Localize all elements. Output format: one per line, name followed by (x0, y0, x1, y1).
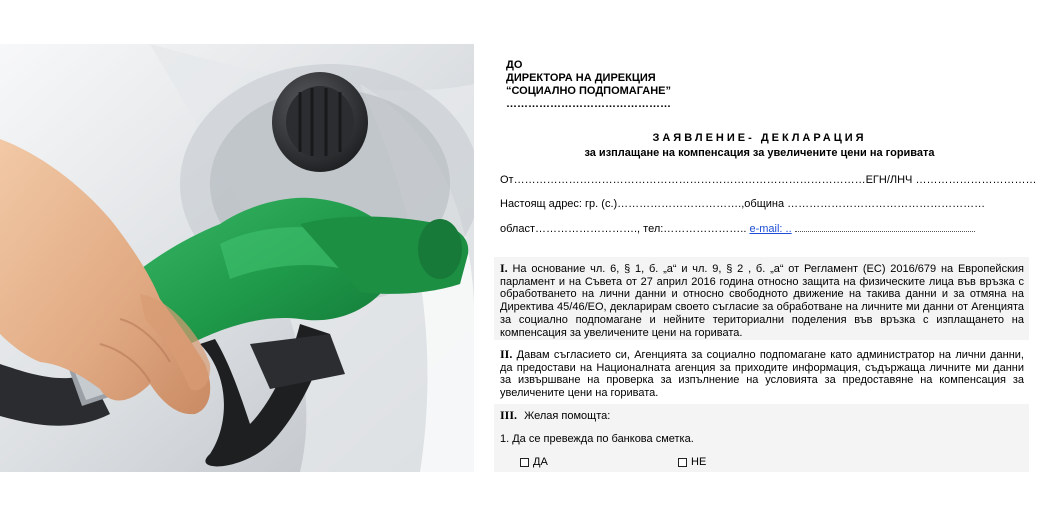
section-3-text: Желая помощта: (524, 410, 611, 422)
section-1 (500, 262, 1024, 339)
section-3 (500, 408, 610, 423)
email-link[interactable]: e-mail: .. (749, 223, 792, 235)
choice-no[interactable] (678, 456, 706, 468)
checkbox-no[interactable] (678, 458, 687, 467)
fuel-nozzle-illustration (0, 44, 474, 472)
choice-yes[interactable] (520, 456, 548, 468)
section-2-text: Давам съгласието си, Агенцията за социално подпомагане като администратор на лични данни, да предостави на Националната агенция за приходите информация, съдържаща личните ми данни за извършване на проверка за изпълнение на условията за предоставяне на компенсация за увеличените цени на горивата. (500, 349, 1024, 400)
section-2 (500, 348, 1024, 400)
field-address: Настоящ адрес: гр. (с.)…………………………….,община ……………………………………………… (500, 198, 986, 210)
choice-no-label: НЕ (691, 456, 707, 468)
field-region-phone-email (500, 223, 975, 235)
addressee-line-3: “СОЦИАЛНО ПОДПОМАГАНЕ” (506, 85, 672, 97)
checkbox-yes[interactable] (520, 458, 529, 467)
section-1-text: На основание чл. 6, § 1, б. „а“ и чл. 9, § 2 , б. „а“ от Регламент (ЕС) 2016/679 на Европейския парламент и на Съвета от 27 април 2016 година относно защита на физическите лица във връзка с обработването на лични данни и относно свободното движение на такива данни и за отмяна на Директива 45/46/ЕО, декларирам своето съгласие за обработване на личните ми данни от Агенцията за социално подпомагане и нейните териториални поделения във връзка с изплащането на компенсация за увеличените цени на горивата. (500, 263, 1024, 339)
addressee-line-2: ДИРЕКТОРА НА ДИРЕКЦИЯ (506, 72, 656, 84)
field-region-phone: област………………………., тел:………………….. (500, 223, 750, 235)
addressee-line-4: ……………………………………… (506, 98, 671, 110)
choice-yes-label: ДА (533, 456, 548, 468)
fuel-nozzle-photo (0, 44, 474, 472)
document-subtitle: за изплащане на компенсация за увеличените цени на горивата (584, 147, 935, 159)
bank-transfer-item: 1. Да се превежда по банкова сметка. (500, 433, 694, 445)
addressee-block (506, 59, 671, 111)
field-from-egn: От……………………………………………………………………………………ЕГН/ЛНЧ …………………………… (500, 174, 1037, 186)
addressee-line-1: ДО (506, 59, 523, 71)
section-2-number: II. (500, 347, 513, 361)
section-1-number: I. (500, 261, 508, 275)
declaration-document (474, 44, 1045, 472)
section-3-number: III. (500, 408, 518, 422)
document-title: ЗАЯВЛЕНИЕ- ДЕКЛАРАЦИЯ (652, 132, 867, 144)
email-underline (795, 231, 975, 232)
